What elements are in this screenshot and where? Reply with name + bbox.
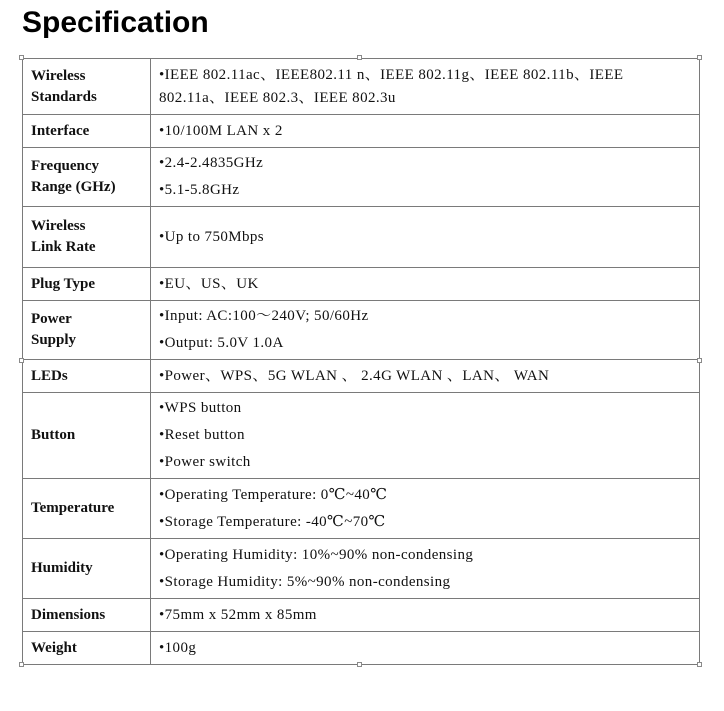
spec-value-line: •EU、US、UK xyxy=(159,275,259,292)
spec-value-line: •Power switch xyxy=(159,454,251,470)
spec-value-line: •5.1-5.8GHz xyxy=(159,182,240,198)
spec-value-line: •Reset button xyxy=(159,427,245,443)
spec-label-line: Standards xyxy=(31,88,97,105)
spec-label xyxy=(23,539,151,599)
spec-value-line: •Operating Humidity: 10%~90% non-condensing xyxy=(159,546,474,563)
page-title: Specification xyxy=(22,6,209,39)
resize-handle[interactable] xyxy=(697,358,702,363)
spec-row xyxy=(23,632,700,665)
spec-value xyxy=(151,599,700,632)
spec-table-body xyxy=(23,59,700,665)
spec-label xyxy=(23,268,151,301)
spec-label xyxy=(23,207,151,268)
spec-value-line: •Storage Humidity: 5%~90% non-condensing xyxy=(159,573,451,590)
spec-label-line: Frequency xyxy=(31,158,100,174)
spec-label-line: Humidity xyxy=(31,560,93,576)
resize-handle[interactable] xyxy=(697,55,702,60)
spec-value xyxy=(151,268,700,301)
resize-handle[interactable] xyxy=(19,662,24,667)
spec-label-line: Range (GHz) xyxy=(31,179,116,195)
spec-row xyxy=(23,393,700,479)
spec-label xyxy=(23,632,151,665)
spec-value xyxy=(151,632,700,665)
spec-value-line: •Output: 5.0V 1.0A xyxy=(159,335,284,351)
spec-row xyxy=(23,599,700,632)
spec-value-line: •100g xyxy=(159,639,197,656)
spec-value-line: •2.4-2.4835GHz xyxy=(159,155,264,171)
spec-row xyxy=(23,115,700,148)
spec-label-line: Dimensions xyxy=(31,606,106,623)
spec-value xyxy=(151,360,700,393)
spec-value-line: •WPS button xyxy=(159,400,242,416)
spec-value xyxy=(151,479,700,539)
spec-value xyxy=(151,148,700,207)
spec-value-line: •10/100M LAN x 2 xyxy=(159,122,283,139)
spec-label-line: LEDs xyxy=(31,367,68,384)
spec-label-line: Button xyxy=(31,427,76,443)
spec-value-line: •Operating Temperature: 0℃~40℃ xyxy=(159,486,388,503)
spec-row xyxy=(23,539,700,599)
spec-value xyxy=(151,393,700,479)
spec-label xyxy=(23,360,151,393)
spec-value xyxy=(151,301,700,360)
spec-value xyxy=(151,539,700,599)
spec-value xyxy=(151,59,700,115)
spec-label-line: Wireless xyxy=(31,218,86,234)
spec-label xyxy=(23,148,151,207)
spec-value xyxy=(151,115,700,148)
spec-label xyxy=(23,479,151,539)
spec-value-line: •Storage Temperature: -40℃~70℃ xyxy=(159,513,386,530)
spec-table-container xyxy=(22,58,700,665)
spec-label-line: Plug Type xyxy=(31,275,96,292)
spec-row xyxy=(23,148,700,207)
spec-value-line: •75mm x 52mm x 85mm xyxy=(159,606,317,623)
spec-label-line: Weight xyxy=(31,639,77,656)
spec-value xyxy=(151,207,700,268)
resize-handle[interactable] xyxy=(19,358,24,363)
spec-row xyxy=(23,479,700,539)
spec-value-line: •IEEE 802.11ac、IEEE802.11 n、IEEE 802.11g、IEEE 802.11b、IEEE 802.11a、IEEE 802.3、IEEE 802.3u xyxy=(159,66,624,106)
spec-row xyxy=(23,59,700,115)
resize-handle[interactable] xyxy=(19,55,24,60)
spec-label xyxy=(23,115,151,148)
spec-label xyxy=(23,599,151,632)
spec-label-line: Power xyxy=(31,311,72,327)
spec-row xyxy=(23,301,700,360)
spec-row xyxy=(23,268,700,301)
spec-label-line: Link Rate xyxy=(31,239,96,255)
spec-label-line: Interface xyxy=(31,122,90,139)
spec-label-line: Wireless xyxy=(31,67,86,84)
resize-handle[interactable] xyxy=(357,55,362,60)
spec-label xyxy=(23,301,151,360)
spec-label-line: Supply xyxy=(31,332,77,348)
spec-value-line: •Power、WPS、5G WLAN 、 2.4G WLAN 、LAN、 WAN xyxy=(159,367,550,384)
resize-handle[interactable] xyxy=(357,662,362,667)
resize-handle[interactable] xyxy=(697,662,702,667)
spec-row xyxy=(23,207,700,268)
spec-label-line: Temperature xyxy=(31,500,115,516)
spec-table xyxy=(22,58,700,665)
spec-label xyxy=(23,59,151,115)
spec-value-line: •Up to 750Mbps xyxy=(159,228,265,245)
spec-label xyxy=(23,393,151,479)
spec-value-line: •Input: AC:100～240V; 50/60Hz xyxy=(159,308,369,324)
spec-row xyxy=(23,360,700,393)
